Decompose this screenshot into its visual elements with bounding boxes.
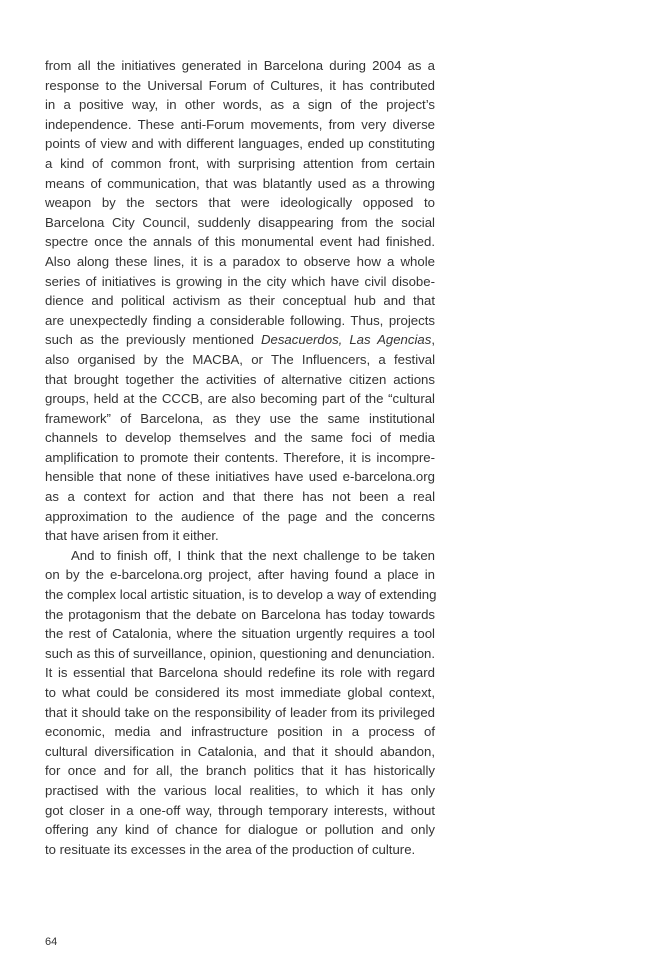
text-line: to resituate its excesses in the area of the production of culture. (45, 841, 416, 857)
text-line: weapon by the sectors that were ideologically opposed to (45, 195, 435, 211)
text-line: points of view and with different languages, ended up constituting (45, 136, 435, 152)
text-line: channels to develop themselves and the same foci of media (45, 430, 435, 446)
text-line: in a positive way, in other words, as a sign of the project’s (45, 97, 435, 113)
text-line: a kind of common front, with surprising attention from certain (45, 155, 435, 171)
body-text (45, 56, 435, 859)
paragraph (45, 56, 435, 546)
text-line: from all the initiatives generated in Barcelona during 2004 as a (45, 58, 435, 73)
text-line (45, 330, 435, 350)
text-line: that brought together the activities of alternative citizen actions (45, 371, 435, 387)
text-line: for once and for all, the branch politics that it has historically (45, 763, 435, 779)
text-line: got closer in a one-off way, through temporary interests, without (45, 802, 435, 818)
text-line: also organised by the MACBA, or The Influencers, a festival (45, 351, 435, 367)
text-line: cultural diversification in Catalonia, and that it should abandon, (45, 743, 435, 759)
paragraph (45, 546, 435, 860)
text-line: It is essential that Barcelona should redefine its role with regard (45, 665, 435, 681)
text-line: spectre once the annals of this monumental event had finished. (45, 234, 435, 250)
text-line: series of initiatives is growing in the city which have civil disobe- (45, 273, 435, 289)
text-line: the complex local artistic situation, is to develop a way of extending (45, 587, 437, 603)
text-line: Barcelona City Council, suddenly disappearing from the social (45, 214, 435, 230)
text-line: approximation to the audience of the page and the concerns (45, 508, 435, 524)
text-line: offering any kind of chance for dialogue or pollution and only (45, 822, 435, 838)
italic-title: Desacuerdos, Las Agencias (260, 332, 432, 348)
text-fragment: , (431, 332, 436, 348)
text-line: the rest of Catalonia, where the situation urgently requires a tool (45, 626, 435, 642)
text-line: that have arisen from it either. (45, 528, 219, 544)
text-line: Also along these lines, it is a paradox to observe how a whole (45, 253, 435, 269)
text-line: on by the e-barcelona.org project, after having found a place in (45, 567, 435, 583)
text-line: response to the Universal Forum of Cultures, it has contributed (45, 77, 435, 93)
text-line: that it should take on the responsibility of leader from its privileged (45, 704, 435, 720)
text-line: to what could be considered its most immediate global context, (45, 685, 435, 700)
text-line: are unexpectedly finding a considerable following. Thus, projects (45, 312, 435, 328)
text-line: means of communication, that was blatantly used as a throwing (45, 175, 435, 191)
text-line: dience and political activism as their conceptual hub and that (45, 293, 435, 309)
text-line: as a context for action and that there has not been a real (45, 489, 435, 505)
text-line: amplification to promote their contents. Therefore, it is incompre- (45, 449, 435, 465)
page-number: 64 (45, 936, 58, 948)
text-line: And to finish off, I think that the next challenge to be taken (71, 547, 435, 563)
text-line: economic, media and infrastructure position in a process of (45, 724, 435, 740)
text-line: framework” of Barcelona, as they use the same institutional (45, 410, 435, 426)
text-line: practised with the various local realities, to which it has only (45, 782, 435, 798)
text-line: independence. These anti-Forum movements, from very diverse (45, 116, 435, 132)
text-line: such as this of surveillance, opinion, questioning and denunciation. (45, 645, 436, 661)
text-fragment: such as the previously mentioned (45, 332, 261, 348)
text-line: hensible that none of these initiatives have used e-barcelona.org (45, 469, 435, 485)
text-line: groups, held at the CCCB, are also becoming part of the “cultural (45, 391, 435, 407)
text-line: the protagonism that the debate on Barcelona has today towards (45, 606, 435, 622)
